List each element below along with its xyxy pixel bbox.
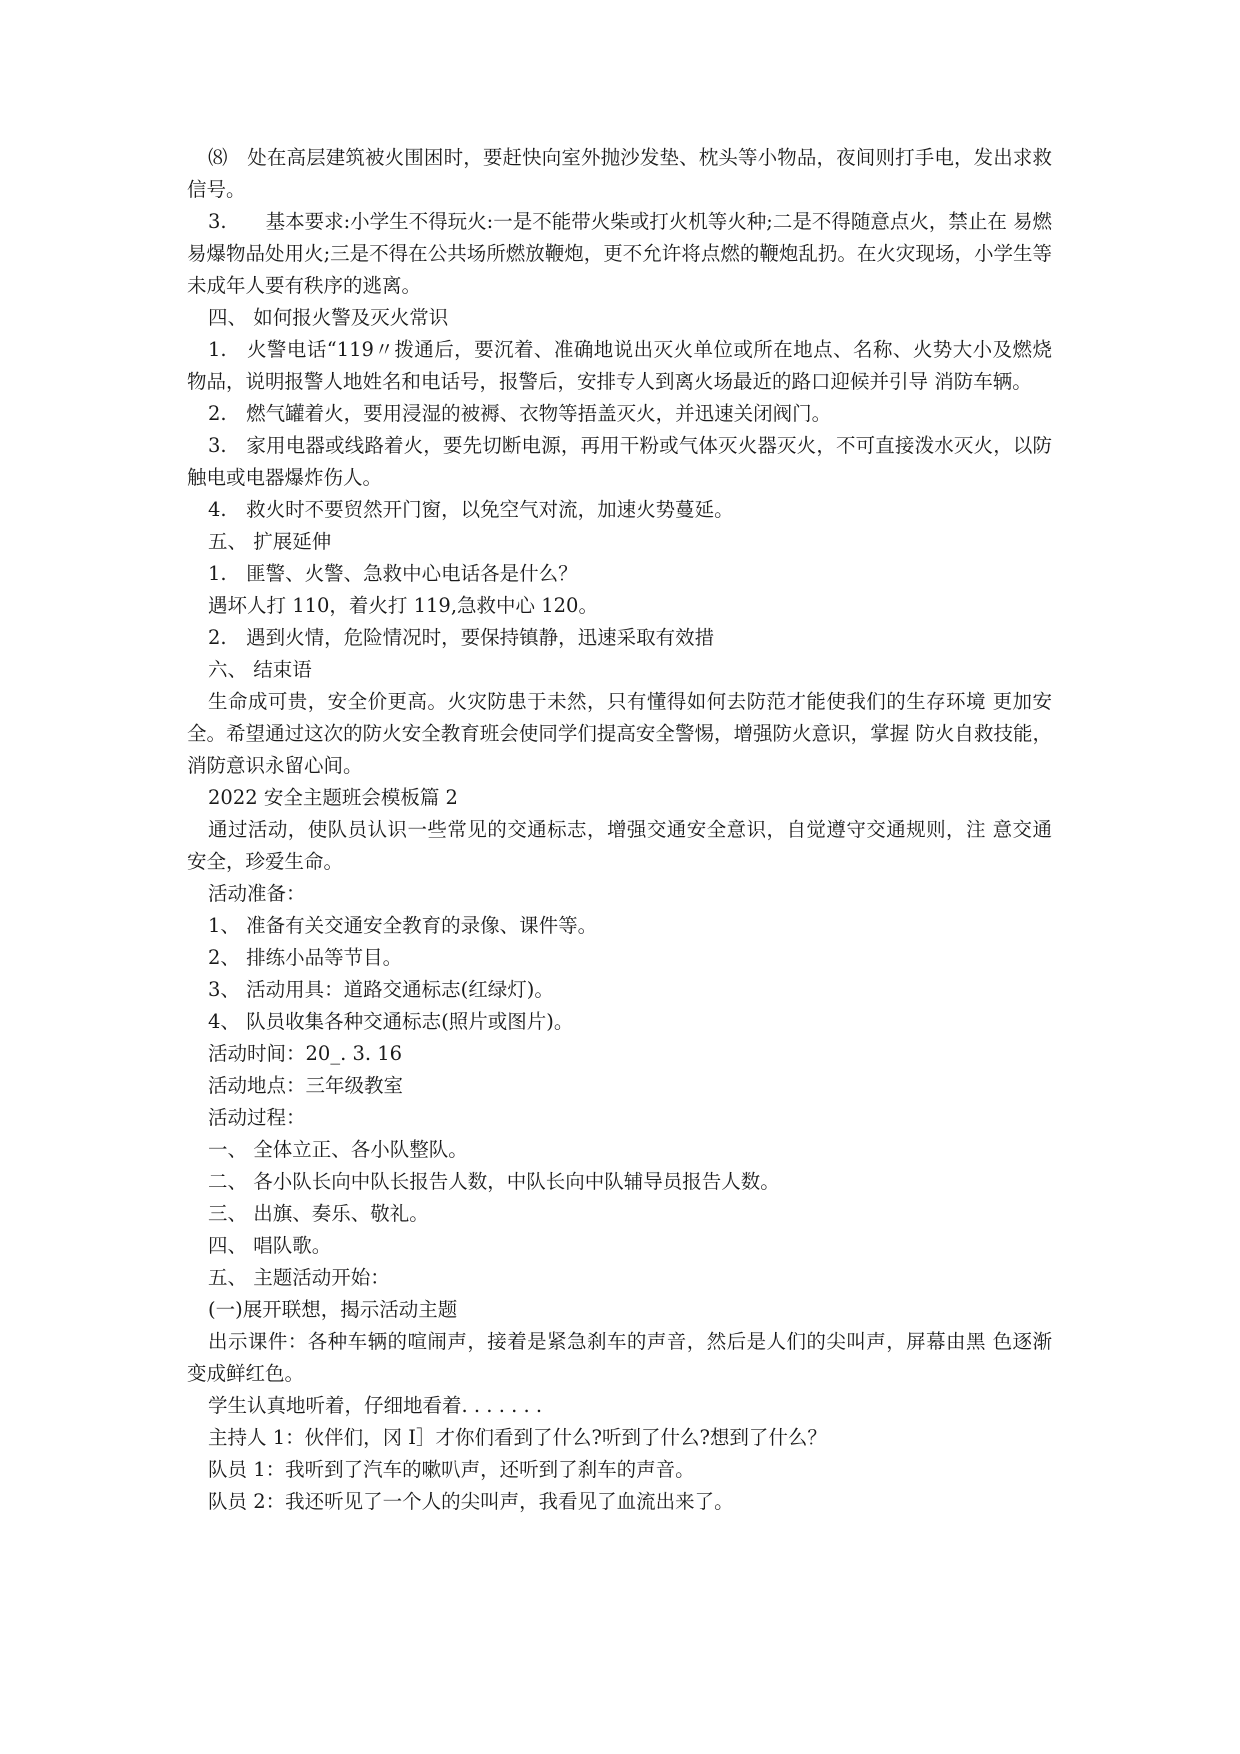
list-item-process-4: 四、 唱队歌。: [208, 1234, 332, 1257]
list-item-process-3: 三、 出旗、奏乐、敬礼。: [208, 1202, 429, 1225]
subheading-association: (一)展开联想，揭示活动主题: [208, 1298, 458, 1321]
paragraph-gas-tank: 2. 燃气罐着火，要用浸湿的被褥、衣物等捂盖灭火，并迅速关闭阀门。: [208, 402, 832, 425]
paragraph-phone-question: 1. 匪警、火警、急救中心电话各是什么？: [208, 562, 578, 585]
paragraph-rescue-signal: ⑻ 处在高层建筑被火围困时，要赶快向室外抛沙发垫、枕头等小物品，夜间则打手电，发出求救信号。: [187, 146, 1052, 201]
list-item-prep-3: 3、 活动用具：道路交通标志(红绿灯)。: [208, 978, 554, 1001]
paragraph-electrical-fire: 3. 家用电器或线路着火，要先切断电源，再用干粉或气体灭火器灭火，不可直接泼水灭火，以防触电或电器爆炸伤人。: [187, 434, 1052, 489]
paragraph-students-watch: 学生认真地听着，仔细地看着. . . . . . .: [208, 1394, 543, 1417]
paragraph-activity-time: 活动时间：20_. 3. 16: [208, 1042, 403, 1065]
paragraph-courseware: 出示课件：各种车辆的喧闹声，接着是紧急刹车的声音，然后是人们的尖叫声，屏幕由黑 色逐渐变成鲜红色。: [187, 1330, 1052, 1385]
paragraph-windows: 4. 救火时不要贸然开门窗，以免空气对流，加速火势蔓延。: [208, 498, 734, 521]
paragraph-119-call: 1. 火警电话“119〃拨通后，要沉着、准确地说出灭火单位或所在地点、名称、火势大小及燃烧物品，说明报警人地姓名和电话号，报警后，安排专人到离火场最近的路口迎候并引导 消防车辆。: [187, 338, 1052, 393]
paragraph-host-1: 主持人 1：伙伴们，冈 I］才你们看到了什么?听到了什么?想到了什么？: [208, 1426, 827, 1449]
heading-preparation: 活动准备：: [208, 882, 306, 905]
heading-conclusion: 六、 结束语: [208, 658, 312, 681]
paragraph-member-2: 队员 2：我还听见了一个人的尖叫声，我看见了血流出来了。: [208, 1490, 734, 1513]
list-item-process-2: 二、 各小队长向中队长报告人数，中队长向中队辅导员报告人数。: [208, 1170, 780, 1193]
list-item-prep-4: 4、 队员收集各种交通标志(照片或图片)。: [208, 1010, 574, 1033]
paragraph-activity-location: 活动地点：三年级教室: [208, 1074, 404, 1097]
list-item-prep-2: 2、 排练小品等节目。: [208, 946, 403, 969]
heading-fire-report: 四、 如何报火警及灭火常识: [208, 306, 449, 329]
paragraph-member-1: 队员 1：我听到了汽车的嗽叭声，还听到了刹车的声音。: [208, 1458, 695, 1481]
paragraph-phone-answer: 遇坏人打 110，着火打 119,急救中心 120。: [208, 594, 598, 617]
heading-template-2: 2022 安全主题班会模板篇 2: [208, 786, 458, 809]
list-item-process-5: 五、 主题活动开始：: [208, 1266, 390, 1289]
paragraph-goal: 通过活动，使队员认识一些常见的交通标志，增强交通安全意识，自觉遵守交通规则，注 意交通安全，珍爱生命。: [187, 818, 1052, 873]
list-item-process-1: 一、 全体立正、各小队整队。: [208, 1138, 468, 1161]
list-item-prep-1: 1、 准备有关交通安全教育的录像、课件等。: [208, 914, 598, 937]
heading-extension: 五、 扩展延伸: [208, 530, 332, 553]
paragraph-stay-calm: 2. 遇到火情，危险情况时，要保持镇静，迅速采取有效措: [208, 626, 715, 649]
document-page: [187, 142, 1052, 1518]
paragraph-basic-requirements: 3. 基本要求:小学生不得玩火:一是不能带火柴或打火机等火种;二是不得随意点火，禁止在 易燃易爆物品处用火;三是不得在公共场所燃放鞭炮，更不允许将点燃的鞭炮乱扔。在火灾现场，小学生等未成年人要有秩序的逃离。: [187, 210, 1053, 297]
heading-activity-process: 活动过程：: [208, 1106, 306, 1129]
paragraph-conclusion: 生命成可贵，安全价更高。火灾防患于未然，只有懂得如何去防范才能使我们的生存环境 更加安全。希望通过这次的防火安全教育班会使同学们提高安全警惕，增强防火意识，掌握 防火自救技能，消防意识永留心间。: [187, 690, 1052, 777]
